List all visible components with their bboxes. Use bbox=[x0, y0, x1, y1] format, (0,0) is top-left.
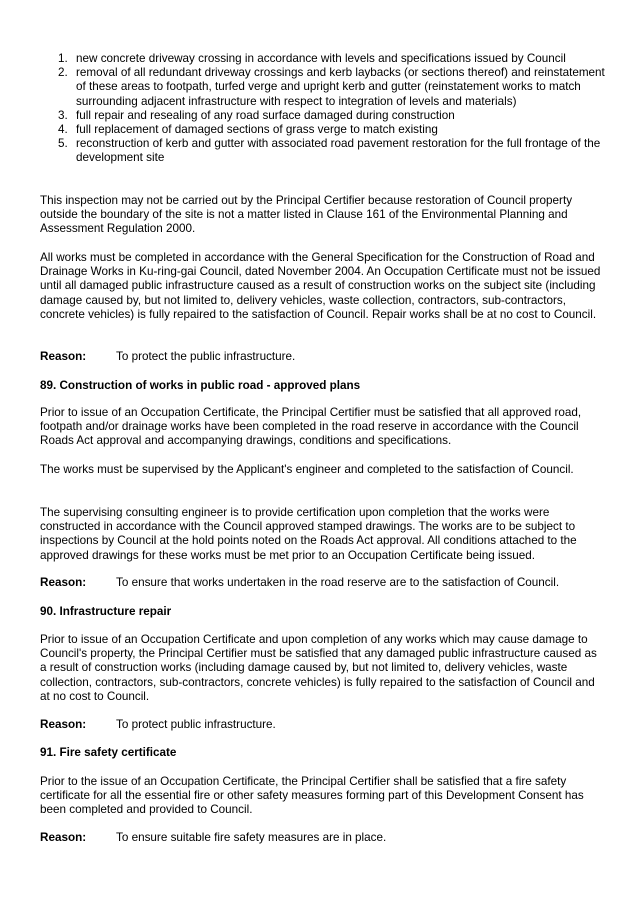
reason-block bbox=[40, 350, 610, 364]
reason-text: To protect the public infrastructure. bbox=[116, 350, 296, 363]
reason-label: Reason: bbox=[40, 718, 87, 731]
section-heading-89: 89. Construction of works in public road - approved plans bbox=[40, 379, 361, 392]
list-item-number: 3. bbox=[58, 108, 68, 122]
inspection-paragraph: This inspection may not be carried out by the Principal Certifier because restoration of Council property outside the boundary of the site is not a matter listed in Clause 161 of the Environmental Planning and Assessment Regulation 2000. bbox=[40, 194, 573, 236]
reason-label: Reason: bbox=[40, 831, 87, 844]
list-item-number: 5. bbox=[58, 137, 68, 151]
section-89-paragraph-3: The supervising consulting engineer is to provide certification upon completion that the works were constructed in accordance with the Council approved stamped drawings. The works are to be subject to inspections by Council at the hold points noted on the Roads Act approval. All conditions attached to the approved drawings for these works must be met prior to an Occupation Certificate being issued. bbox=[40, 506, 577, 562]
list-item-text: full repair and resealing of any road surface damaged during construction bbox=[76, 108, 455, 122]
reason-block bbox=[40, 576, 610, 590]
reason-block bbox=[40, 718, 610, 732]
list-item-number: 4. bbox=[58, 123, 68, 137]
reason-block bbox=[40, 831, 610, 845]
list-item bbox=[40, 52, 610, 66]
reason-text: To ensure suitable fire safety measures are in place. bbox=[116, 831, 387, 844]
reason-label: Reason: bbox=[40, 350, 87, 363]
list-item-text: new concrete driveway crossing in accordance with levels and specifications issued by Council bbox=[76, 52, 566, 65]
section-89-paragraph-1: Prior to issue of an Occupation Certificate, the Principal Certifier must be satisfied that all approved road, footpath and/or drainage works have been completed in the road reserve in accordance with the Council Roads Act approval and accompanying drawings, conditions and specifications. bbox=[40, 406, 582, 448]
list-item bbox=[40, 66, 610, 109]
list-item bbox=[40, 137, 610, 165]
reason-text: To protect public infrastructure. bbox=[116, 718, 276, 731]
restoration-works-list bbox=[40, 52, 610, 166]
list-item-text: full replacement of damaged sections of grass verge to match existing bbox=[76, 123, 438, 137]
list-item-number: 1. bbox=[58, 52, 68, 65]
list-item bbox=[40, 109, 610, 123]
section-heading-91: 91. Fire safety certificate bbox=[40, 746, 177, 759]
all-works-paragraph: All works must be completed in accordance with the General Specification for the Construction of Road and Drainage Works in Ku-ring-gai Council, dated November 2004. An Occupation Certificate must not be issued until all damaged public infrastructure caused as a result of construction works on the subject site (including damage caused by, but not limited to, delivery vehicles, waste collection, contractors, sub-contractors, concrete vehicles) is fully repaired to the satisfaction of Council. Repair works shall be at no cost to Council. bbox=[40, 251, 601, 321]
section-89-paragraph-2: The works must be supervised by the Applicant's engineer and completed to the satisfaction of Council. bbox=[40, 463, 574, 476]
section-90-paragraph: Prior to issue of an Occupation Certificate and upon completion of any works which may cause damage to Council's property, the Principal Certifier must be satisfied that any damaged public infrastructure caused as a result of construction works (including damage caused by, but not limited to, delivery vehicles, waste collection, contractors, sub-contractors, concrete vehicles) is fully repaired to the satisfaction of Council and at no cost to Council. bbox=[40, 633, 597, 703]
list-item-text: reconstruction of kerb and gutter with associated road pavement restoration for the full frontage of the development site bbox=[76, 137, 601, 165]
list-item bbox=[40, 123, 610, 137]
reason-label: Reason: bbox=[40, 576, 87, 589]
section-91-paragraph: Prior to the issue of an Occupation Certificate, the Principal Certifier shall be satisfied that a fire safety certificate for all the essential fire or other safety measures forming part of this Development Consent has been completed and provided to Council. bbox=[40, 775, 584, 817]
reason-text: To ensure that works undertaken in the road reserve are to the satisfaction of Council. bbox=[116, 576, 560, 589]
list-item-number: 2. bbox=[58, 66, 68, 80]
list-item-text: removal of all redundant driveway crossings and kerb laybacks (or sections thereof) and reinstatement of these areas to footpath, turfed verge and upright kerb and gutter (reinstatement works to match surrounding adjacent infrastructure with respect to integration of levels and materials) bbox=[76, 66, 605, 108]
section-heading-90: 90. Infrastructure repair bbox=[40, 605, 172, 618]
